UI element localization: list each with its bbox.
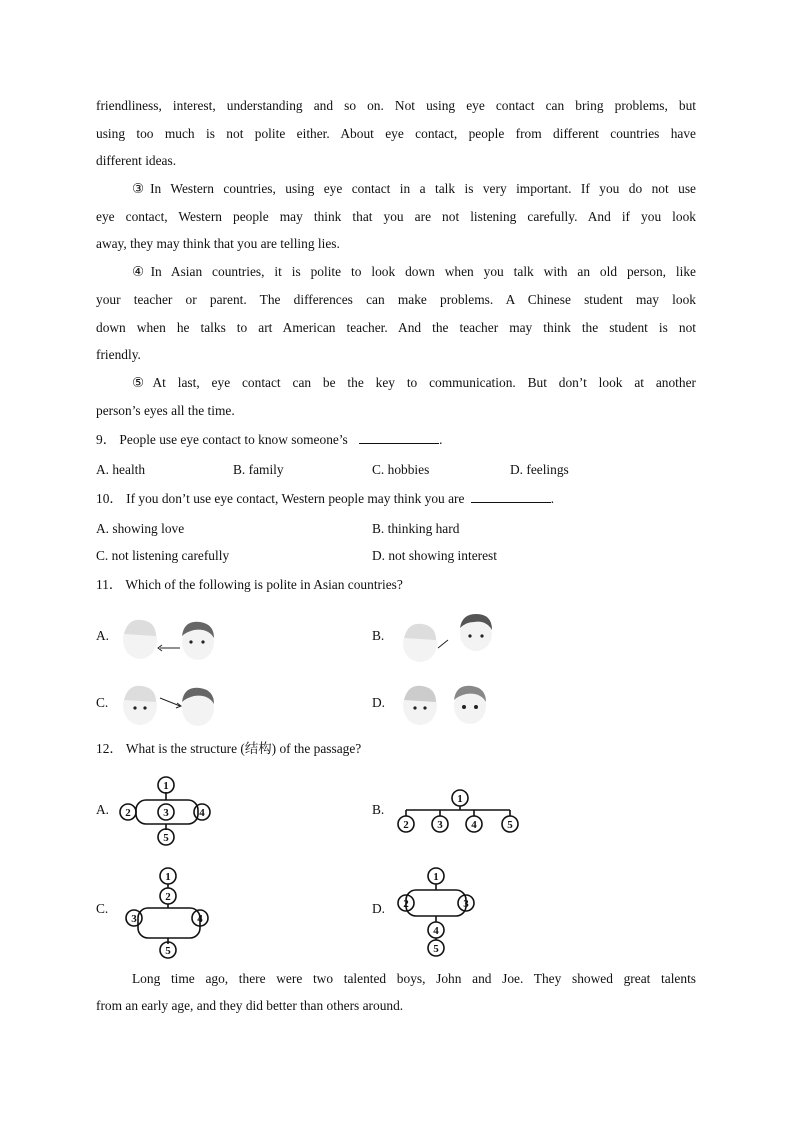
- passage-line: using too much is not polite either. About eye contact, people from different countries have: [96, 126, 696, 141]
- circle-number-3: 3: [131, 913, 137, 925]
- option-b[interactable]: B. family: [233, 462, 284, 477]
- option-a-label[interactable]: A.: [96, 628, 110, 643]
- girl-face-icon: [122, 686, 157, 725]
- option-b-image[interactable]: [396, 610, 506, 666]
- option-c-image[interactable]: [114, 678, 224, 734]
- circle-number-1: 1: [457, 793, 463, 805]
- option-d[interactable]: D. not showing interest: [372, 548, 497, 563]
- question-10-stem: 10． If you don’t use eye contact, Western people may think you are: [96, 491, 465, 506]
- circle-number-4: 4: [197, 913, 203, 925]
- boy-face-icon: [460, 614, 492, 651]
- answer-blank[interactable]: [359, 431, 439, 444]
- circle-number-1: 1: [433, 871, 439, 883]
- boy-face-icon: [454, 686, 486, 724]
- structure-diagram-b[interactable]: [392, 788, 522, 836]
- girl-face-icon: [403, 686, 437, 725]
- option-a[interactable]: A. showing love: [96, 521, 185, 536]
- circle-number-2: 2: [165, 891, 171, 903]
- question-11-stem: 11． Which of the following is polite in Asian countries?: [96, 577, 403, 592]
- circle-number-2: 2: [403, 898, 409, 910]
- circle-number-2: 2: [403, 819, 409, 831]
- circle-number-3: 3: [163, 807, 169, 819]
- circle-number-4: 4: [433, 925, 439, 937]
- option-b-label[interactable]: B.: [372, 628, 385, 643]
- boy-face-icon: [182, 622, 214, 660]
- option-d-image[interactable]: [396, 678, 506, 734]
- circle-number-5: 5: [433, 943, 439, 955]
- passage-line: your teacher or parent. The differences can make problems. A Chinese student may look: [96, 292, 696, 307]
- passage-line: friendliness, interest, understanding and so on. Not using eye contact can bring problems, but: [96, 98, 696, 113]
- next-passage-line: Long time ago, there were two talented boys, John and Joe. They showed great talents: [132, 971, 696, 986]
- circle-number-3: 3: [437, 819, 443, 831]
- passage-line: down when he talks to art American teacher. And the teacher may think the student is not: [96, 320, 696, 335]
- question-9: 9． People use eye contact to know someone’s .: [96, 432, 443, 447]
- circle-number-4: 4: [199, 807, 205, 819]
- passage-line: eye contact, Western people may think that you are not listening carefully. And if you look: [96, 209, 696, 224]
- passage-line: friendly.: [96, 347, 141, 362]
- question-9-stem: 9． People use eye contact to know someone’s: [96, 432, 348, 447]
- option-b-label[interactable]: B.: [372, 802, 385, 817]
- boy-face-icon: [182, 688, 214, 726]
- passage-line: ④In Asian countries, it is polite to look down when you talk with an old person, like: [132, 264, 696, 279]
- circle-number-1: 1: [163, 780, 169, 792]
- passage-line: ③In Western countries, using eye contact in a talk is very important. If you do not use: [132, 181, 696, 196]
- passage-line: different ideas.: [96, 153, 177, 168]
- circle-number-2: 2: [125, 807, 131, 819]
- option-a-label[interactable]: A.: [96, 802, 110, 817]
- option-c-label[interactable]: C.: [96, 695, 109, 710]
- circle-number-5: 5: [163, 832, 169, 844]
- next-passage-line: from an early age, and they did better than others around.: [96, 998, 404, 1013]
- option-c[interactable]: C. not listening carefully: [96, 548, 230, 563]
- circle-number-1: 1: [165, 871, 171, 883]
- option-c-label[interactable]: C.: [96, 901, 109, 916]
- circle-number-3: 3: [463, 898, 469, 910]
- circle-number-4: 4: [471, 819, 477, 831]
- structure-diagram-a[interactable]: [114, 774, 224, 848]
- option-d[interactable]: D. feelings: [510, 462, 569, 477]
- structure-diagram-d[interactable]: [392, 866, 482, 960]
- passage-line: ⑤At last, eye contact can be the key to communication. But don’t look at another: [132, 375, 696, 390]
- structure-diagram-c[interactable]: [120, 866, 220, 960]
- girl-face-icon: [122, 620, 157, 659]
- option-b[interactable]: B. thinking hard: [372, 521, 460, 536]
- circle-number-5: 5: [165, 945, 171, 957]
- option-a-image[interactable]: [114, 612, 224, 668]
- passage-line: person’s eyes all the time.: [96, 403, 235, 418]
- option-c[interactable]: C. hobbies: [372, 462, 430, 477]
- option-d-label[interactable]: D.: [372, 901, 386, 916]
- answer-blank[interactable]: [471, 490, 551, 503]
- option-a[interactable]: A. health: [96, 462, 146, 477]
- girl-face-icon: [403, 624, 437, 662]
- option-d-label[interactable]: D.: [372, 695, 386, 710]
- circle-number-5: 5: [507, 819, 513, 831]
- question-10: 10． If you don’t use eye contact, Western people may think you are .: [96, 491, 555, 506]
- passage-line: away, they may think that you are telling lies.: [96, 236, 340, 251]
- question-12-stem: 12． What is the structure (结构) of the passage?: [96, 741, 362, 756]
